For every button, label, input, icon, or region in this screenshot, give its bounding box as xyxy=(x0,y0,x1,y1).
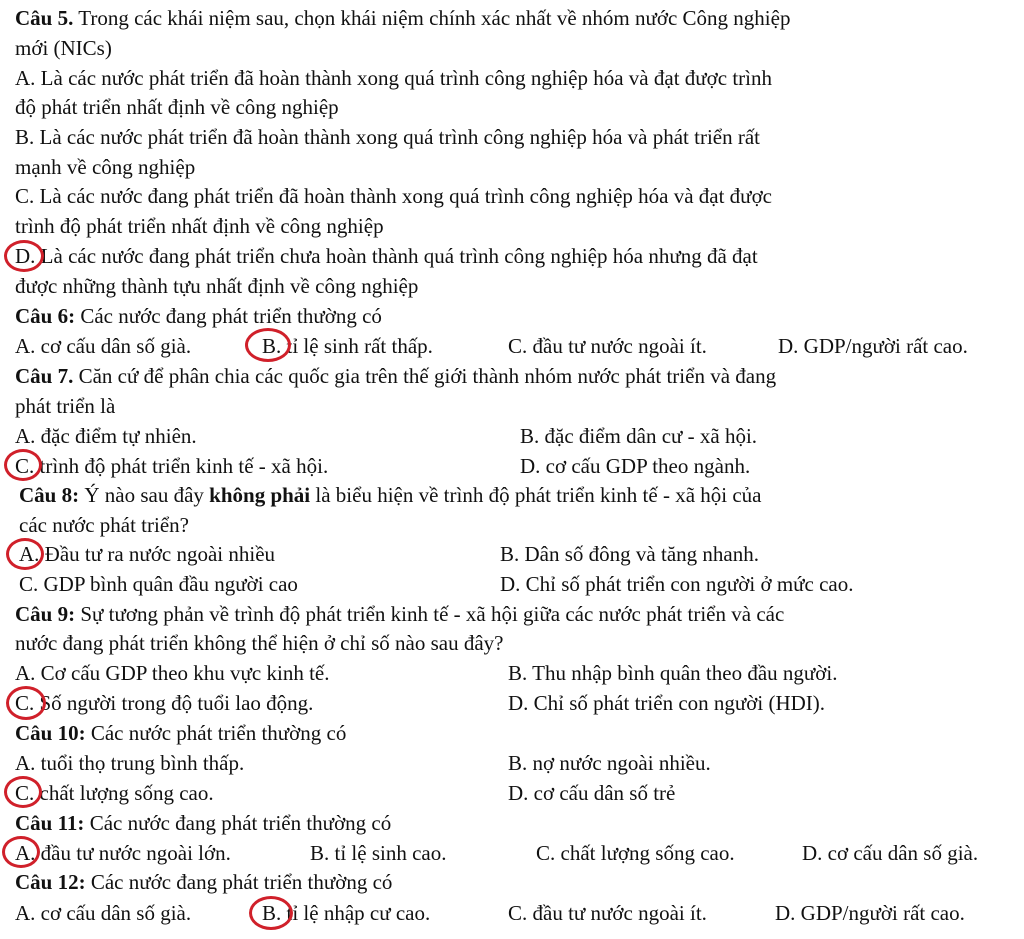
q6-option-d: D. GDP/người rất cao. xyxy=(778,334,968,358)
q9-label: Câu 9: xyxy=(15,602,76,626)
q12-option-c: C. đầu tư nước ngoài ít. xyxy=(508,901,707,925)
q7-stem-line1 xyxy=(15,363,776,389)
q7-option-d: D. cơ cấu GDP theo ngành. xyxy=(520,454,751,478)
q5-option-a-line1: A. Là các nước phát triển đã hoàn thành xong quá trình công nghiệp hóa và đạt được trình xyxy=(15,66,772,90)
q11-stem xyxy=(15,810,391,836)
q10-option-b: B. nợ nước ngoài nhiều. xyxy=(508,751,711,775)
q12-label: Câu 12: xyxy=(15,870,86,894)
q5-option-b-line1: B. Là các nước phát triển đã hoàn thành xong quá trình công nghiệp hóa và phát triển rất xyxy=(15,125,760,149)
q6-stem-text: Các nước đang phát triển thường có xyxy=(75,304,382,328)
q7-stem-text: Căn cứ để phân chia các quốc gia trên thế giới thành nhóm nước phát triển và đang xyxy=(73,364,777,388)
q7-option-c: C. trình độ phát triển kinh tế - xã hội. xyxy=(15,454,329,478)
q8-stem-line2: các nước phát triển? xyxy=(19,513,189,537)
q12-stem-text: Các nước đang phát triển thường có xyxy=(85,870,393,894)
q5-stem-line2: mới (NICs) xyxy=(15,36,112,60)
q5-stem-text: Trong các khái niệm sau, chọn khái niệm chính xác nhất về nhóm nước Công nghiệp xyxy=(73,6,791,30)
q8-label: Câu 8: xyxy=(19,483,80,507)
q5-label: Câu 5. xyxy=(15,6,74,30)
q9-option-b: B. Thu nhập bình quân theo đầu người. xyxy=(508,661,838,685)
q5-stem-line1 xyxy=(15,5,790,31)
q10-option-a: A. tuổi thọ trung bình thấp. xyxy=(15,751,245,775)
q6-option-a: A. cơ cấu dân số già. xyxy=(15,334,192,358)
q6-option-c: C. đầu tư nước ngoài ít. xyxy=(508,334,707,358)
q9-option-a: A. Cơ cấu GDP theo khu vực kinh tế. xyxy=(15,661,330,685)
q9-stem-line1 xyxy=(15,601,784,627)
q10-stem xyxy=(15,720,346,746)
q7-option-a: A. đặc điểm tự nhiên. xyxy=(15,424,197,448)
q8-stem-line1 xyxy=(19,482,762,508)
q7-stem-line2: phát triển là xyxy=(15,394,116,418)
q9-option-c: C. Số người trong độ tuổi lao động. xyxy=(15,691,314,715)
q8-option-c: C. GDP bình quân đầu người cao xyxy=(19,572,298,596)
q5-option-d-line1: D. Là các nước đang phát triển chưa hoàn thành quá trình công nghiệp hóa nhưng đã đạt xyxy=(15,244,758,268)
q8-option-a: A. Đầu tư ra nước ngoài nhiều xyxy=(19,542,276,566)
q7-label: Câu 7. xyxy=(15,364,74,388)
q10-label: Câu 10: xyxy=(15,721,86,745)
q10-option-d: D. cơ cấu dân số trẻ xyxy=(508,781,676,805)
q8-stem-emphasis: không phải xyxy=(209,483,311,507)
q11-stem-text: Các nước đang phát triển thường có xyxy=(84,811,392,835)
q8-option-d: D. Chỉ số phát triển con người ở mức cao. xyxy=(500,572,854,596)
q11-option-a: A. đầu tư nước ngoài lớn. xyxy=(15,841,231,865)
q11-option-b: B. tỉ lệ sinh cao. xyxy=(310,841,447,865)
q9-option-d: D. Chỉ số phát triển con người (HDI). xyxy=(508,691,826,715)
q11-option-d: D. cơ cấu dân số già. xyxy=(802,841,979,865)
q12-option-b: B. tỉ lệ nhập cư cao. xyxy=(262,901,431,925)
q11-option-c: C. chất lượng sống cao. xyxy=(536,841,735,865)
q9-stem-text: Sự tương phản về trình độ phát triển kinh tế - xã hội giữa các nước phát triển và các xyxy=(75,602,785,626)
q12-option-a: A. cơ cấu dân số già. xyxy=(15,901,192,925)
q5-option-a-line2: độ phát triển nhất định về công nghiệp xyxy=(15,95,339,119)
q12-option-d: D. GDP/người rất cao. xyxy=(775,901,965,925)
q8-stem-post: là biểu hiện về trình độ phát triển kinh tế - xã hội của xyxy=(310,483,762,507)
q8-stem-pre: Ý nào sau đây xyxy=(79,483,210,507)
q10-option-c: C. chất lượng sống cao. xyxy=(15,781,214,805)
q5-option-b-line2: mạnh về công nghiệp xyxy=(15,155,196,179)
q11-label: Câu 11: xyxy=(15,811,85,835)
q5-option-c-line2: trình độ phát triển nhất định về công nghiệp xyxy=(15,214,384,238)
q8-option-b: B. Dân số đông và tăng nhanh. xyxy=(500,542,759,566)
q10-stem-text: Các nước phát triển thường có xyxy=(85,721,347,745)
q6-option-b: B. tỉ lệ sinh rất thấp. xyxy=(262,334,433,358)
q6-stem xyxy=(15,303,382,329)
q12-stem xyxy=(15,869,392,895)
q6-label: Câu 6: xyxy=(15,304,76,328)
q5-option-d-line2: được những thành tựu nhất định về công nghiệp xyxy=(15,274,419,298)
q9-stem-line2: nước đang phát triển không thể hiện ở chỉ số nào sau đây? xyxy=(15,631,504,655)
q5-option-c-line1: C. Là các nước đang phát triển đã hoàn thành xong quá trình công nghiệp hóa và đạt được xyxy=(15,184,772,208)
q7-option-b: B. đặc điểm dân cư - xã hội. xyxy=(520,424,758,448)
